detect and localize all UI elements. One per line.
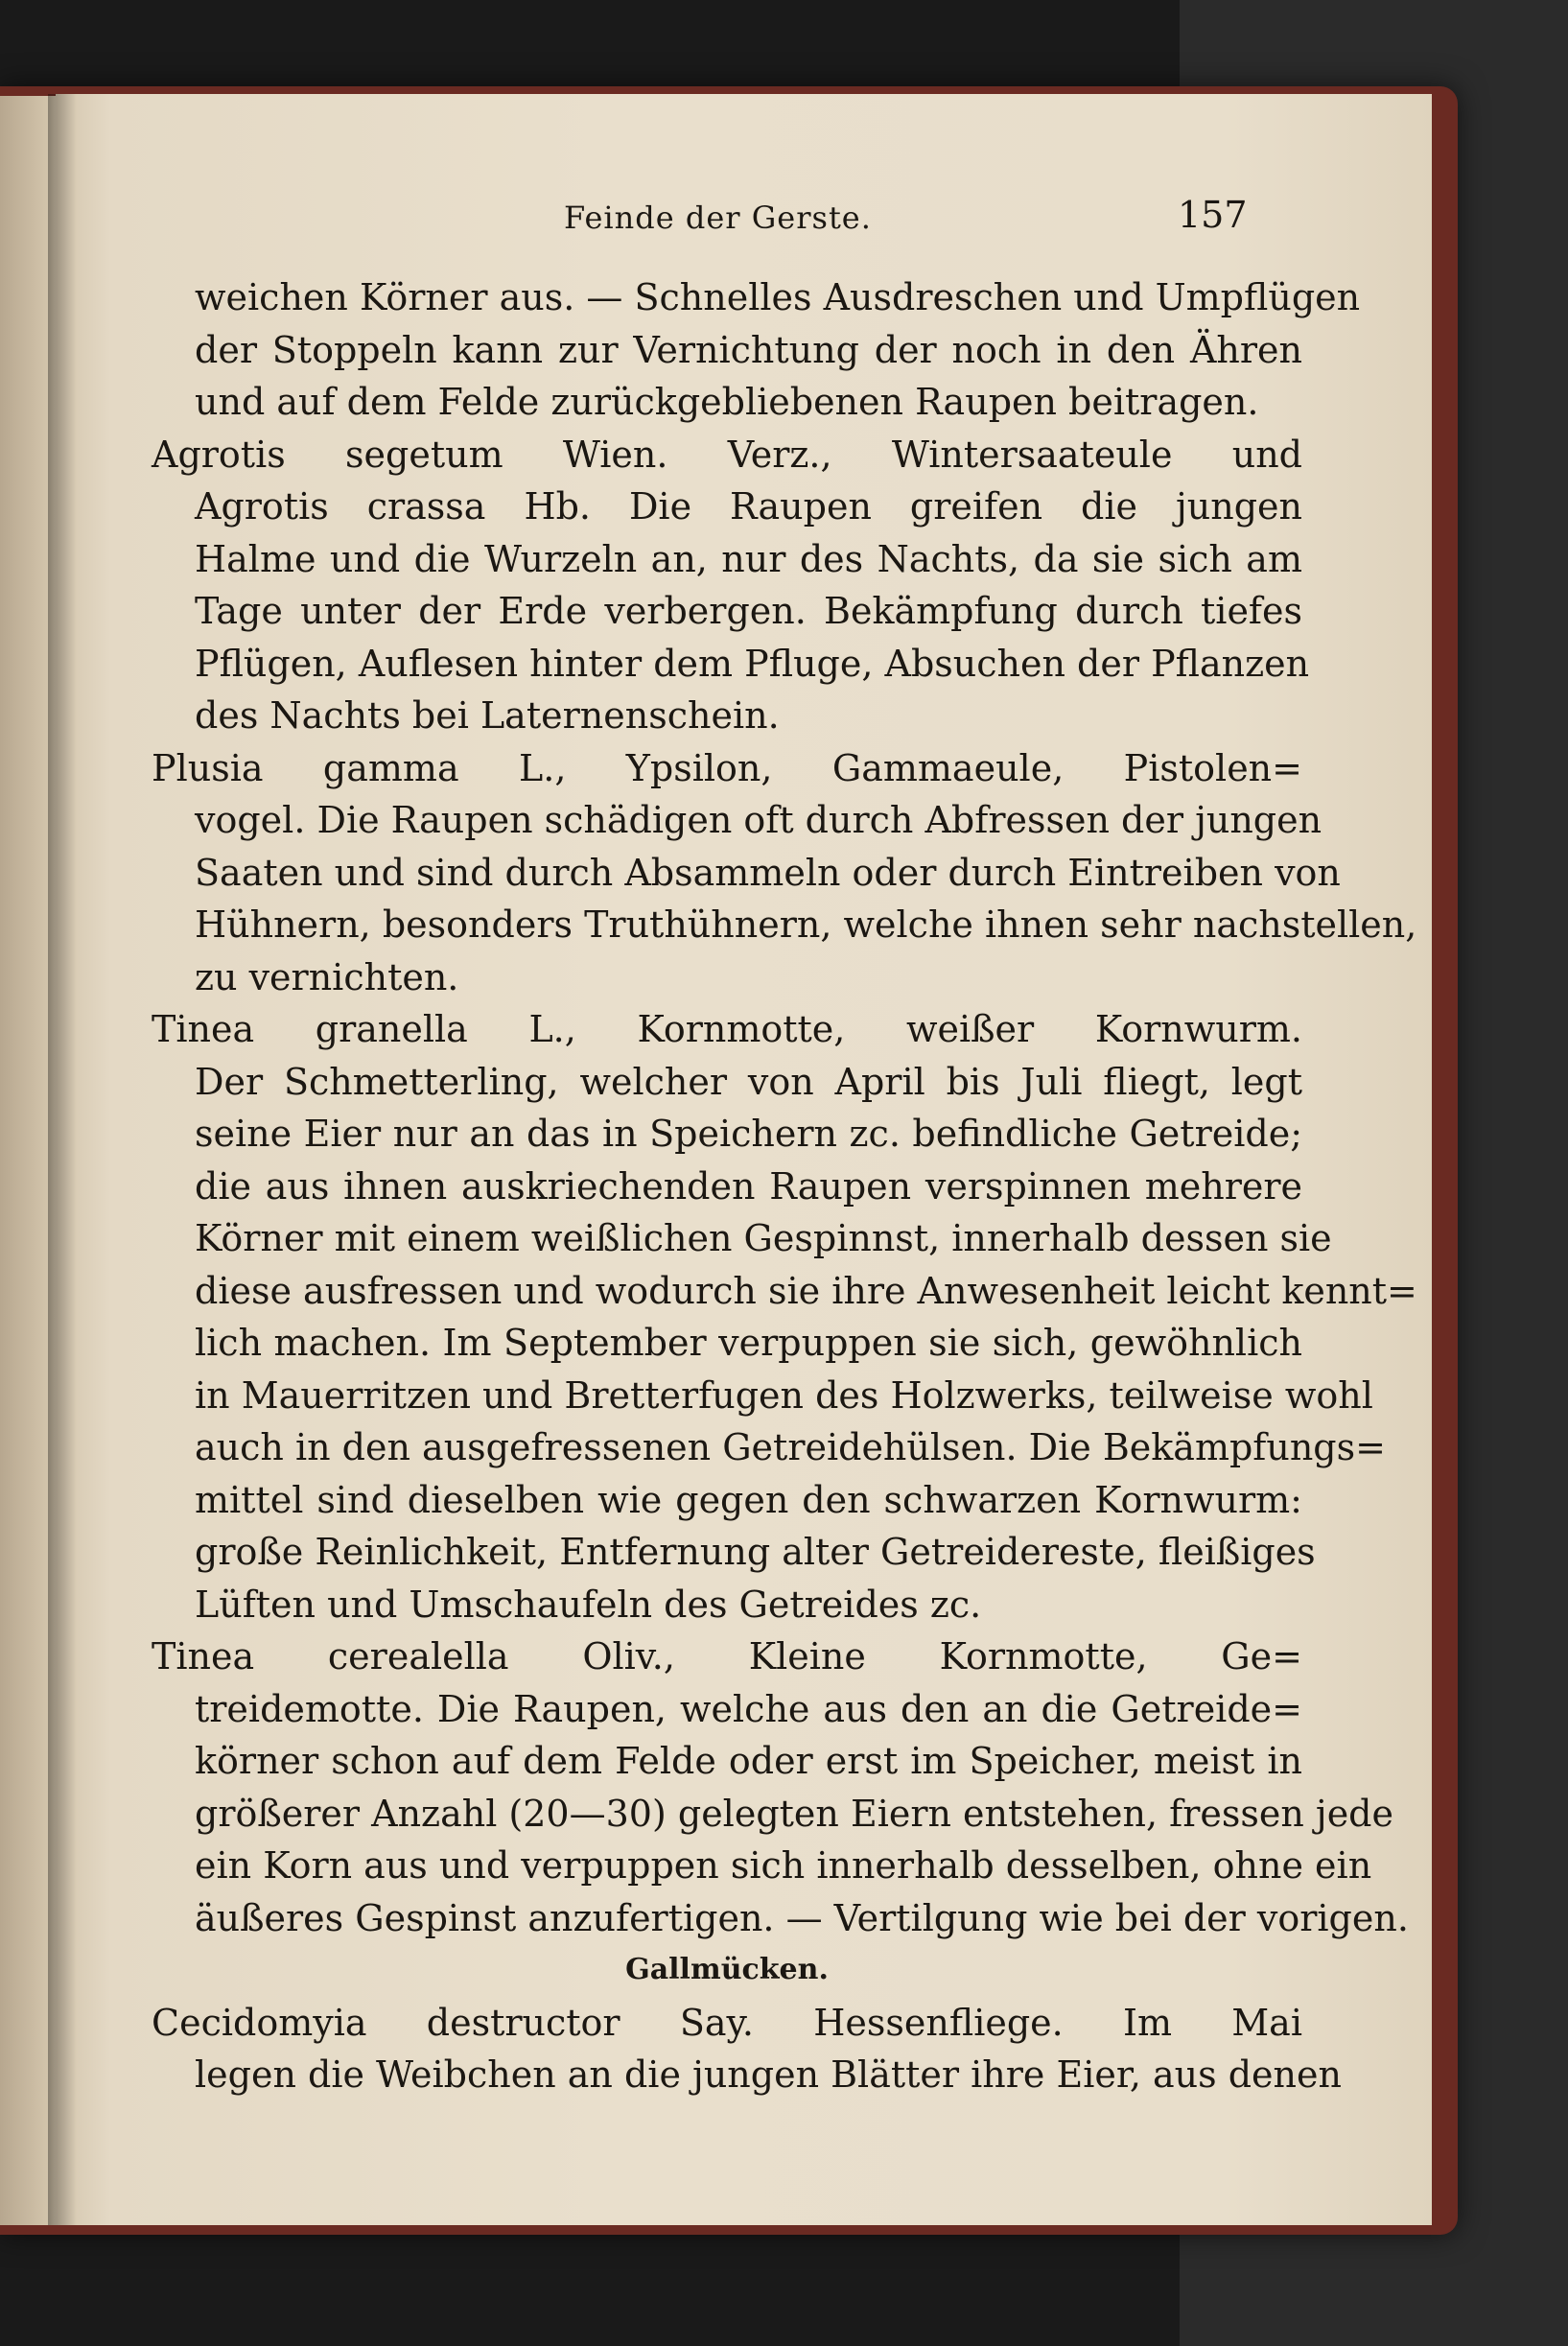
text-line: weichen Körner aus. — Schnelles Ausdreschen und Umpflügen xyxy=(195,276,1361,318)
text-line: Hühnern, besonders Truthühnern, welche ihnen sehr nachstellen, xyxy=(195,903,1417,946)
text-line: die aus ihnen auskriechenden Raupen verspinnen mehrere xyxy=(195,1164,1302,1208)
text-line: Agrotis segetum Wien. Verz., Wintersaateule und xyxy=(152,433,1302,476)
gutter-shadow xyxy=(48,94,77,2225)
text-line: Saaten und sind durch Absammeln oder durch Eintreiben von xyxy=(195,851,1341,894)
text-line: Tinea granella L., Kornmotte, weißer Kornwurm. xyxy=(152,1008,1302,1050)
text-line: seine Eier nur an das in Speichern zc. befindliche Getreide; xyxy=(195,1113,1302,1155)
text-line: Pflügen, Auflesen hinter dem Pfluge, Absuchen der Pflanzen xyxy=(195,642,1310,685)
text-line: Plusia gamma L., Ypsilon, Gammaeule, Pistolen= xyxy=(152,746,1302,789)
text-line: der Stoppeln kann zur Vernichtung der noch in den Ähren xyxy=(195,328,1302,371)
text-line: und auf dem Felde zurückgebliebenen Raupen beitragen. xyxy=(195,381,1259,423)
text-line: mittel sind dieselben wie gegen den schwarzen Kornwurm: xyxy=(195,1478,1302,1521)
page-header xyxy=(56,190,1432,247)
text-line: Cecidomyia destructor Say. Hessenfliege. Im Mai xyxy=(152,2001,1302,2044)
text-line: lich machen. Im September verpuppen sie sich, gewöhnlich xyxy=(195,1322,1302,1364)
text-line: diese ausfressen und wodurch sie ihre Anwesenheit leicht kennt= xyxy=(195,1269,1417,1312)
text-line: Halme und die Wurzeln an, nur des Nachts, da sie sich am xyxy=(195,537,1302,580)
page-number: 157 xyxy=(1178,194,1248,236)
text-line: körner schon auf dem Felde oder erst im Speicher, meist in xyxy=(195,1740,1302,1782)
text-line: Tage unter der Erde verbergen. Bekämpfung durch tiefes xyxy=(195,590,1302,632)
book-page xyxy=(56,94,1432,2225)
text-line: auch in den ausgefressenen Getreidehülsen. Die Bekämpfungs= xyxy=(195,1426,1386,1468)
section-heading: Gallmücken. xyxy=(625,1953,829,1986)
text-line: treidemotte. Die Raupen, welche aus den an die Getreide= xyxy=(195,1687,1302,1730)
text-line: zu vernichten. xyxy=(195,955,459,998)
text-line: ein Korn aus und verpuppen sich innerhalb desselben, ohne ein xyxy=(195,1844,1372,1887)
text-line: äußeres Gespinst anzufertigen. — Vertilgung wie bei der vorigen. xyxy=(195,1896,1409,1939)
text-line: große Reinlichkeit, Entfernung alter Getreidereste, fleißiges xyxy=(195,1531,1316,1573)
running-head: Feinde der Gerste. xyxy=(564,199,872,236)
text-line: legen die Weibchen an die jungen Blätter ihre Eier, aus denen xyxy=(195,2053,1342,2096)
text-line: Tinea cerealella Oliv., Kleine Kornmotte, Ge= xyxy=(152,1635,1302,1677)
text-line: in Mauerritzen und Bretterfugen des Holzwerks, teilweise wohl xyxy=(195,1373,1373,1417)
text-line: größerer Anzahl (20—30) gelegten Eiern entstehen, fressen jede xyxy=(195,1792,1393,1835)
text-line: Agrotis crassa Hb. Die Raupen greifen die jungen xyxy=(195,485,1302,528)
text-line: Körner mit einem weißlichen Gespinnst, innerhalb dessen sie xyxy=(195,1217,1332,1259)
text-line: des Nachts bei Laternenschein. xyxy=(195,694,780,737)
text-line: vogel. Die Raupen schädigen oft durch Abfressen der jungen xyxy=(195,799,1322,841)
body-text xyxy=(152,271,1417,2101)
text-line: Der Schmetterling, welcher von April bis Juli fliegt, legt xyxy=(195,1060,1302,1103)
text-line: Lüften und Umschaufeln des Getreides zc. xyxy=(195,1583,982,1626)
